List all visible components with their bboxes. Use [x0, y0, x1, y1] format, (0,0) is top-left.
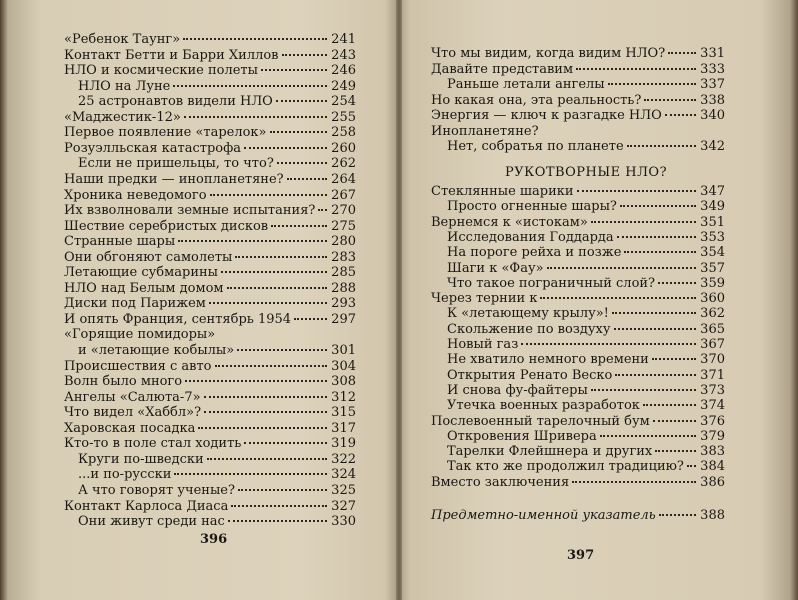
dot-leader: [521, 343, 696, 345]
toc-entry: [447, 322, 725, 338]
toc-entry-page: 258: [331, 125, 356, 141]
toc-entry: [64, 188, 356, 204]
toc-entry-page: 384: [700, 459, 725, 475]
toc-entry: [447, 459, 725, 475]
toc-entry-title: Нет, собратья по планете: [447, 139, 624, 154]
toc-entry-page: 254: [331, 94, 356, 110]
toc-entry: [447, 429, 725, 445]
toc-entry-title: Вместо заключения: [431, 474, 570, 490]
toc-entry-page: 376: [700, 413, 725, 429]
toc-entry-title: Волн было много: [64, 374, 183, 390]
dot-leader: [547, 267, 696, 269]
toc-entry-page: 249: [331, 78, 356, 94]
toc-entry: [431, 46, 725, 62]
toc-entry-page: 367: [700, 337, 725, 352]
dot-leader: [270, 131, 327, 133]
toc-entry-title: Хроника неведомого: [64, 187, 207, 203]
index-entry-page: 388: [700, 508, 725, 523]
toc-entry-title: Исследования Годдарда: [447, 229, 614, 245]
dot-leader: [287, 178, 327, 180]
toc-entry: [64, 327, 356, 343]
toc-entry: [431, 93, 725, 109]
toc-entry-page: 340: [700, 108, 725, 123]
toc-entry-page: 365: [700, 321, 725, 337]
dot-leader: [658, 282, 696, 284]
toc-entry-title: Контакт Бетти и Барри Хиллов: [64, 47, 279, 63]
dot-leader: [244, 442, 327, 444]
toc-entry-title: Шествие серебристых дисков: [64, 218, 269, 234]
toc-entry: [447, 444, 725, 460]
toc-entry: [64, 110, 356, 126]
toc-entry: [431, 108, 725, 124]
toc-entry-title: Диски под Парижем: [64, 296, 206, 312]
toc-entry-title: Так кто же продолжил традицию?: [447, 459, 684, 475]
dot-leader: [185, 380, 327, 382]
toc-entry: [64, 436, 356, 452]
dot-leader: [204, 396, 327, 398]
toc-entry-page: 373: [700, 382, 725, 398]
toc-entry: [431, 62, 725, 78]
toc-entry-title: Летающие субмарины: [64, 265, 218, 281]
dot-leader: [209, 302, 327, 304]
toc-entry-page: 371: [700, 367, 725, 383]
dot-leader: [577, 190, 696, 192]
toc-entry: [64, 374, 356, 390]
toc-entry-title: «Горящие помидоры»: [64, 327, 216, 343]
dot-leader: [591, 221, 696, 223]
dot-leader: [294, 318, 327, 320]
toc-entry-page: 359: [700, 275, 725, 291]
dot-leader: [277, 162, 327, 164]
toc-entry: [447, 398, 725, 414]
toc-entry-page: 317: [331, 420, 356, 436]
toc-entry: [64, 203, 356, 219]
toc-entry-page: 246: [331, 63, 356, 79]
index-entry: [431, 508, 725, 524]
dot-leader: [668, 52, 696, 54]
toc-entry-page: 319: [331, 436, 356, 452]
toc-entry-title: Ангелы «Салюта-7»: [64, 389, 201, 405]
toc-entry: [78, 452, 356, 468]
toc-entry-page: 283: [331, 249, 356, 265]
toc-entry-title: Что такое пограничный слой?: [447, 275, 656, 291]
toc-entry: [64, 281, 356, 297]
toc-entry: [78, 343, 356, 359]
toc-entry: [447, 337, 725, 353]
dot-leader: [237, 349, 327, 351]
dot-leader: [608, 83, 696, 85]
toc-entry-page: 347: [700, 184, 725, 199]
toc-entry-page: 386: [700, 474, 725, 490]
toc-entry-page: 357: [700, 260, 725, 276]
toc-entry-title: К «летающему крылу»!: [447, 306, 609, 322]
dot-leader: [183, 38, 327, 40]
toc-entry: [64, 390, 356, 406]
dot-leader: [204, 411, 327, 413]
toc-entry-title: Утечка военных разработок: [447, 398, 640, 414]
toc-entry: [447, 276, 725, 292]
toc-entry-page: 243: [331, 47, 356, 63]
toc-entry: [447, 352, 725, 368]
toc-entry-page: 267: [331, 187, 356, 203]
toc-entry-title: НЛО и космические полеты: [64, 63, 258, 79]
toc-entry-title: Откровения Шривера: [447, 428, 597, 444]
toc-entry: [447, 306, 725, 322]
toc-entry: [447, 199, 725, 215]
toc-entry-page: 308: [331, 374, 356, 390]
toc-entry-title: «Маджестик-12»: [64, 109, 181, 125]
toc-entry-title: Кто-то в поле стал ходить: [64, 436, 242, 452]
toc-entry: [64, 234, 356, 250]
toc-entry-title: Не хватило немного времени: [447, 352, 649, 368]
toc-entry: [64, 405, 356, 421]
dot-leader: [576, 68, 696, 70]
toc-entry: [64, 296, 356, 312]
toc-entry-title: Вернемся к «истокам»: [431, 214, 588, 230]
toc-entry: [64, 125, 356, 141]
dot-leader: [210, 194, 327, 196]
toc-entry-page: 351: [700, 214, 725, 230]
toc-entry-page: 331: [700, 46, 725, 61]
toc-entry-page: 241: [331, 32, 356, 47]
toc-entry-title: Харовская посадка: [64, 420, 196, 436]
toc-entry: [78, 483, 356, 499]
toc-entry-page: 337: [700, 77, 725, 92]
section-heading: РУКОТВОРНЫЕ НЛО?: [505, 165, 668, 180]
toc-entry: [447, 383, 725, 399]
toc-entry-title: Через тернии к: [431, 291, 538, 307]
dot-leader: [184, 116, 327, 118]
toc-entry-title: Раньше летали ангелы: [447, 77, 605, 92]
toc-entry: [64, 48, 356, 64]
toc-entry-page: 312: [331, 389, 356, 405]
toc-entry-page: 315: [331, 405, 356, 421]
toc-entry-page: 297: [331, 311, 356, 327]
toc-entry: [64, 312, 356, 328]
toc-entry: [64, 265, 356, 281]
dot-leader: [231, 505, 327, 507]
toc-entry-title: Что видел «Хаббл»?: [64, 405, 202, 421]
toc-entry: [447, 139, 725, 155]
toc-entry-page: 342: [700, 139, 725, 154]
toc-entry-title: Энергия — ключ к разгадке НЛО: [431, 108, 662, 123]
dot-leader: [282, 54, 328, 56]
toc-entry-page: 262: [331, 156, 356, 172]
dot-leader: [617, 236, 696, 238]
toc-entry-title: Послевоенный тарелочный бум: [431, 413, 650, 429]
toc-entry-title: 25 астронавтов видели НЛО: [78, 94, 273, 110]
toc-entry-title: Что мы видим, когда видим НЛО?: [431, 46, 666, 61]
dot-leader: [644, 99, 696, 101]
toc-entry: [447, 261, 725, 277]
toc-entry: [64, 63, 356, 79]
toc-entry-title: Их взволновали земные испытания?: [64, 203, 316, 219]
dot-leader: [627, 145, 696, 147]
toc-entry-title: Но какая она, эта реальность?: [431, 92, 642, 108]
toc-entry-title: Происшествия с авто: [64, 358, 212, 374]
toc-entry-title: Открытия Ренато Веско: [447, 367, 613, 383]
toc-entry-page: 349: [700, 199, 725, 215]
dot-leader: [591, 389, 696, 391]
dot-leader: [540, 297, 696, 299]
toc-entry-page: 255: [331, 109, 356, 125]
toc-entry: [64, 141, 356, 157]
dot-leader: [261, 69, 327, 71]
dot-leader: [235, 256, 327, 258]
left-page: [0, 0, 398, 600]
toc-entry: [431, 475, 725, 491]
toc-entry: [64, 359, 356, 375]
dot-leader: [174, 473, 327, 475]
toc-entry-page: 374: [700, 398, 725, 414]
toc-entry-page: 333: [700, 61, 725, 77]
toc-entry: [78, 467, 356, 483]
dot-leader: [687, 465, 696, 467]
dot-leader: [271, 225, 327, 227]
toc-entry-page: 338: [700, 92, 725, 108]
toc-entry-title: Стеклянные шарики: [431, 184, 574, 199]
toc-entry-page: 301: [331, 343, 356, 358]
toc-entry-title: А что говорят ученые?: [78, 482, 235, 498]
toc-entry: [431, 215, 725, 231]
toc-entry-title: Давайте представим: [431, 61, 574, 77]
toc-entry: [447, 245, 725, 261]
toc-entry-title: НЛО над Белым домом: [64, 280, 224, 296]
toc-entry-title: Инопланетяне?: [431, 123, 539, 139]
dot-leader: [572, 481, 696, 483]
dot-leader: [318, 209, 327, 211]
toc-entry-page: 260: [331, 140, 356, 156]
toc-entry-title: Странные шары: [64, 234, 176, 250]
toc-entry-page: 270: [331, 203, 356, 219]
toc-entry-page: 327: [331, 498, 356, 514]
toc-entry-title: Скольжение по воздуху: [447, 321, 611, 337]
dot-leader: [198, 427, 327, 429]
toc-entry-page: 379: [700, 428, 725, 444]
toc-entry-page: 370: [700, 352, 725, 368]
toc-entry: [447, 230, 725, 246]
dot-leader: [615, 374, 696, 376]
toc-entry: [78, 94, 356, 110]
toc-entry-title: Розуэлльская катастрофа: [64, 140, 242, 156]
dot-leader: [659, 514, 696, 516]
dot-leader: [207, 458, 327, 460]
dot-leader: [612, 312, 696, 314]
toc-entry: [78, 156, 356, 172]
dot-leader: [653, 420, 696, 422]
toc-entry: [78, 514, 356, 530]
toc-entry: [64, 499, 356, 515]
toc-entry-title: Контакт Карлоса Диаса: [64, 498, 229, 514]
toc-entry-page: 280: [331, 234, 356, 250]
dot-leader: [178, 240, 327, 242]
toc-entry-page: 325: [331, 482, 356, 498]
toc-entry: [64, 172, 356, 188]
left-page-number: 396: [200, 532, 228, 547]
right-page-number: 397: [567, 548, 595, 563]
toc-entry-title: И опять Франция, сентябрь 1954: [64, 311, 292, 327]
toc-entry-page: 304: [331, 358, 356, 374]
dot-leader: [221, 271, 327, 273]
toc-entry-title: Тарелки Флейшнера и других: [447, 444, 653, 460]
toc-entry-page: 360: [700, 291, 725, 307]
toc-entry-title: Они живут среди нас: [78, 514, 225, 530]
toc-entry-page: 324: [331, 467, 356, 483]
toc-entry-title: Если не пришельцы, то что?: [78, 156, 274, 172]
toc-entry: [431, 184, 725, 200]
toc-entry-page: 353: [700, 229, 725, 245]
toc-entry-page: 264: [331, 171, 356, 187]
toc-entry: [64, 32, 356, 48]
toc-entry: [64, 421, 356, 437]
toc-entry-title: ...и по-русски: [78, 467, 172, 483]
dot-leader: [228, 520, 327, 522]
dot-leader: [227, 287, 327, 289]
toc-entry-title: Круги по-шведски: [78, 451, 204, 467]
toc-entry-page: 330: [331, 514, 356, 530]
toc-entry: [64, 250, 356, 266]
toc-entry-title: Наши предки — инопланетяне?: [64, 171, 284, 187]
toc-entry-title: и «летающие кобылы»: [78, 343, 235, 358]
toc-entry-title: И снова фу-файтеры: [447, 382, 588, 398]
toc-entry-page: 285: [331, 265, 356, 281]
toc-entry-page: 322: [331, 451, 356, 467]
toc-entry: [78, 79, 356, 95]
toc-entry-page: 288: [331, 280, 356, 296]
toc-entry-title: На пороге рейха и позже: [447, 245, 622, 261]
toc-entry-title: Шаги к «Фау»: [447, 260, 544, 276]
toc-entry-page: 293: [331, 296, 356, 312]
toc-entry: [431, 124, 725, 140]
toc-entry-title: Новый газ: [447, 337, 519, 352]
dot-leader: [238, 489, 327, 491]
toc-entry-page: 383: [700, 444, 725, 460]
toc-entry-page: 354: [700, 245, 725, 261]
dot-leader: [276, 100, 327, 102]
toc-entry: [64, 219, 356, 235]
toc-entry-title: Они обгоняют самолеты: [64, 249, 233, 265]
right-page: [400, 0, 798, 600]
dot-leader: [173, 85, 327, 87]
toc-entry-title: «Ребенок Таунг»: [64, 32, 181, 47]
toc-entry: [431, 414, 725, 430]
dot-leader: [624, 251, 696, 253]
dot-leader: [665, 114, 696, 116]
toc-entry: [447, 368, 725, 384]
dot-leader: [655, 450, 696, 452]
dot-leader: [652, 358, 696, 360]
index-entry-title: Предметно-именной указатель: [431, 508, 656, 523]
toc-entry: [431, 291, 725, 307]
dot-leader: [215, 365, 327, 367]
toc-entry-page: 362: [700, 306, 725, 322]
dot-leader: [614, 328, 696, 330]
dot-leader: [600, 435, 696, 437]
toc-entry-title: Первое появление «тарелок»: [64, 125, 267, 141]
toc-entry-page: 275: [331, 218, 356, 234]
dot-leader: [643, 404, 696, 406]
dot-leader: [620, 205, 696, 207]
dot-leader: [244, 147, 327, 149]
toc-entry-title: НЛО на Луне: [78, 78, 171, 94]
toc-entry-title: Просто огненные шары?: [447, 199, 617, 215]
toc-entry: [447, 77, 725, 93]
